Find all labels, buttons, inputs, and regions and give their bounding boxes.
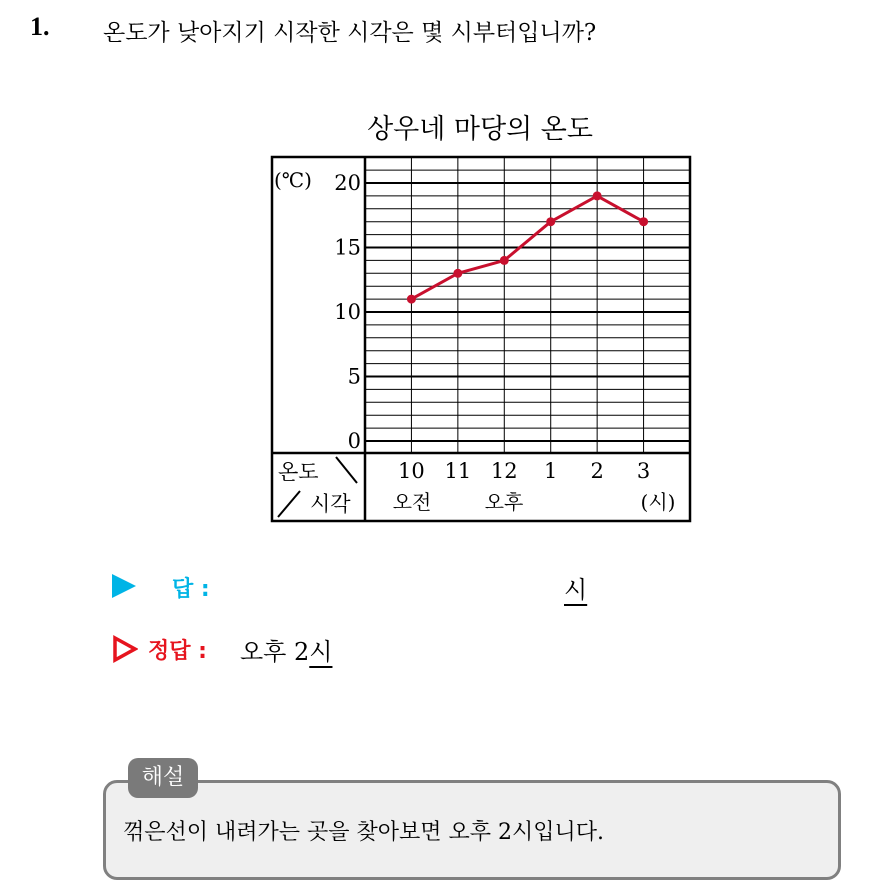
corner-label-time: 시각: [310, 492, 351, 516]
data-point: [407, 295, 416, 304]
period-label-am: 오전: [392, 490, 432, 514]
y-tick-label: 5: [347, 364, 361, 389]
data-point: [639, 217, 648, 226]
question-number: 1.: [30, 12, 50, 41]
explanation-text: 꺾은선이 내려가는 곳을 찾아보면 오후 2시입니다.: [123, 820, 604, 845]
answer-unit: 시: [564, 576, 588, 604]
question-text: 온도가 낮아지기 시작한 시각은 몇 시부터입니까?: [103, 20, 597, 46]
correct-answer-text: 오후 2: [240, 638, 310, 666]
x-tick-label: 10: [398, 459, 425, 483]
y-unit-label: (℃): [274, 168, 312, 192]
answer-row: [112, 570, 712, 606]
y-tick-label: 0: [347, 429, 361, 453]
x-tick-label: 3: [636, 459, 651, 483]
period-label-pm: 오후: [484, 490, 524, 514]
corner-label-temperature: 온도: [278, 460, 319, 484]
data-point: [593, 191, 602, 200]
y-tick-label: 10: [334, 300, 361, 324]
data-point: [500, 256, 509, 265]
chart-title: 상우네 마당의 온도: [367, 114, 593, 145]
correct-answer-label: 정답 :: [148, 639, 207, 664]
data-point: [453, 269, 462, 278]
x-tick-label: 11: [444, 459, 472, 483]
correct-answer-value: [240, 632, 332, 667]
y-tick-label: 15: [334, 235, 361, 260]
answer-play-icon: [112, 574, 136, 598]
x-unit-label: (시): [640, 490, 676, 514]
temperature-line-chart: [260, 105, 700, 525]
correct-answer-row: [112, 632, 512, 668]
answer-label: 답 :: [172, 577, 210, 602]
x-tick-label: 2: [590, 459, 604, 483]
x-tick-label: 12: [490, 459, 518, 483]
outline-play-icon: [112, 635, 138, 663]
data-point: [546, 217, 555, 226]
correct-answer-unit: 시: [309, 638, 333, 666]
explanation-tag: 해설: [128, 758, 198, 798]
x-tick-label: 1: [544, 459, 558, 483]
y-tick-label: 20: [334, 171, 361, 195]
